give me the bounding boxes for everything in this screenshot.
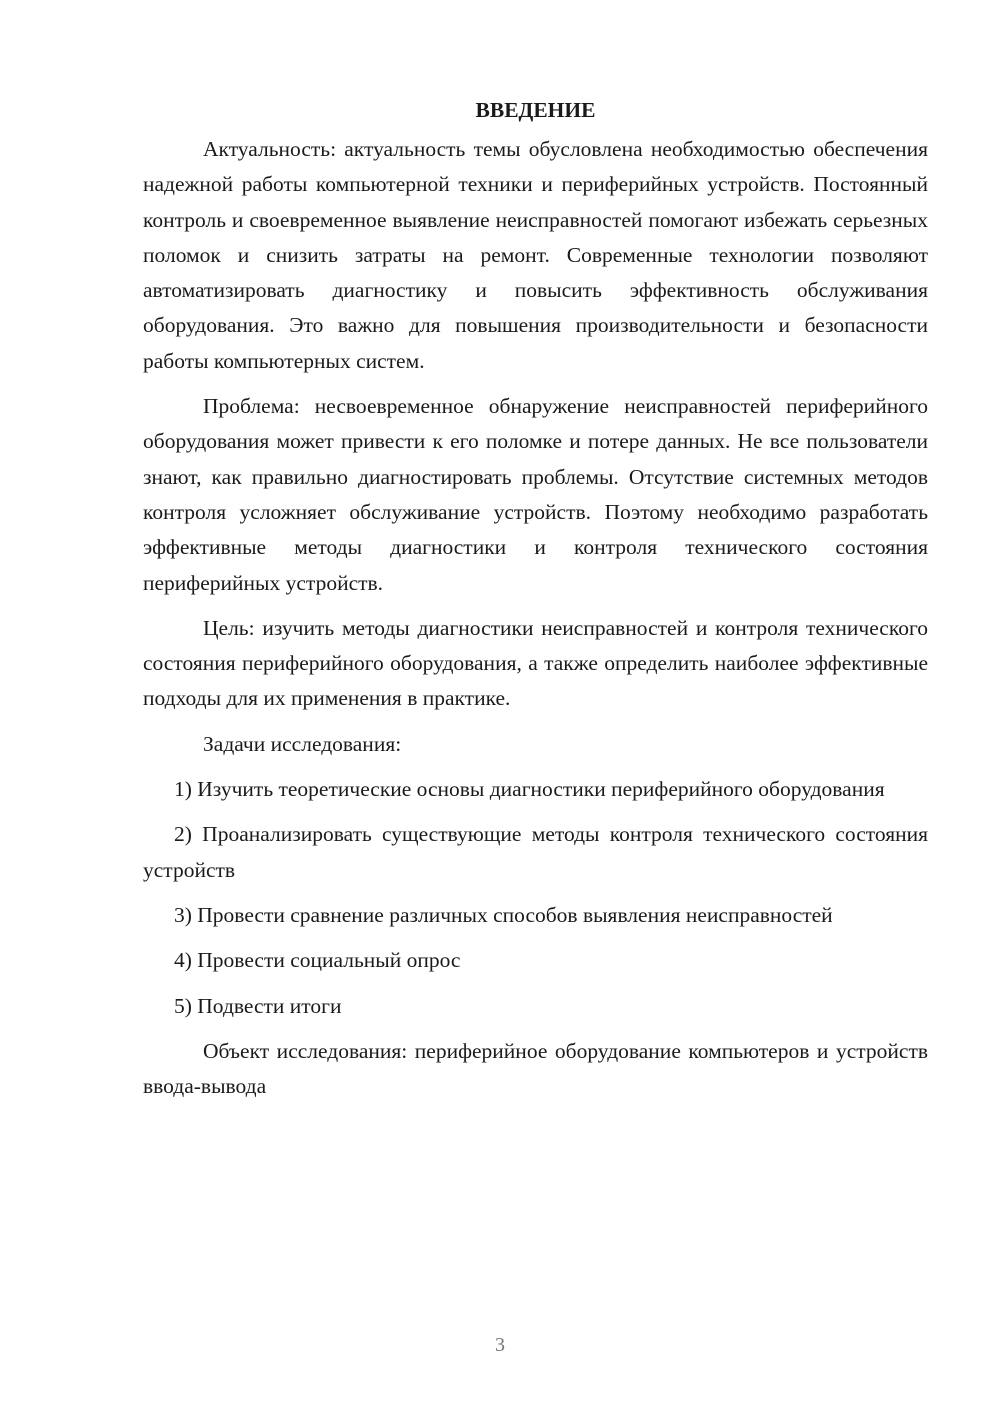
task-item: 1) Изучить теоретические основы диагностики периферийного оборудования [174, 777, 885, 802]
page-title: ВВЕДЕНИЕ [475, 98, 596, 122]
tasks-heading: Задачи исследования: [203, 731, 402, 756]
paragraph-object: Объект исследования: периферийное оборудование компьютеров и устройств ввода-вывода [143, 1038, 928, 1099]
task-item: 2) Проанализировать существующие методы контроля технического состояния устройств [143, 822, 928, 882]
paragraph-goal: Цель: изучить методы диагностики неисправностей и контроля технического состояния периферийного оборудования, а также определить наиболее эффективные подходы для их применения в практике. [143, 615, 928, 711]
paragraph-relevance: Актуальность: актуальность темы обусловлена необходимостью обеспечения надежной работы компьютерной техники и периферийных устройств. Постоянный контроль и своевременное выявление неисправностей помогают избежать серьезных поломок и снизить затраты на ремонт. Современные технологии позволяют автоматизировать диагностику и повысить эффективность обслуживания оборудования. Это важно для повышения производительности и безопасности работы компьютерных систем. [143, 137, 928, 373]
paragraph-problem: Проблема: несвоевременное обнаружение неисправностей периферийного оборудования может привести к его поломке и потере данных. Не все пользователи знают, как правильно диагностировать проблемы. Отсутствие системных методов контроля усложняет обслуживание устройств. Поэтому необходимо разработать эффективные методы диагностики и контроля технического состояния периферийных устройств. [143, 394, 928, 595]
task-item: 5) Подвести итоги [174, 993, 342, 1018]
task-item: 3) Провести сравнение различных способов выявления неисправностей [174, 902, 833, 927]
page-number: 3 [495, 1334, 505, 1356]
task-item: 4) Провести социальный опрос [174, 948, 461, 973]
document-page [143, 92, 928, 1114]
